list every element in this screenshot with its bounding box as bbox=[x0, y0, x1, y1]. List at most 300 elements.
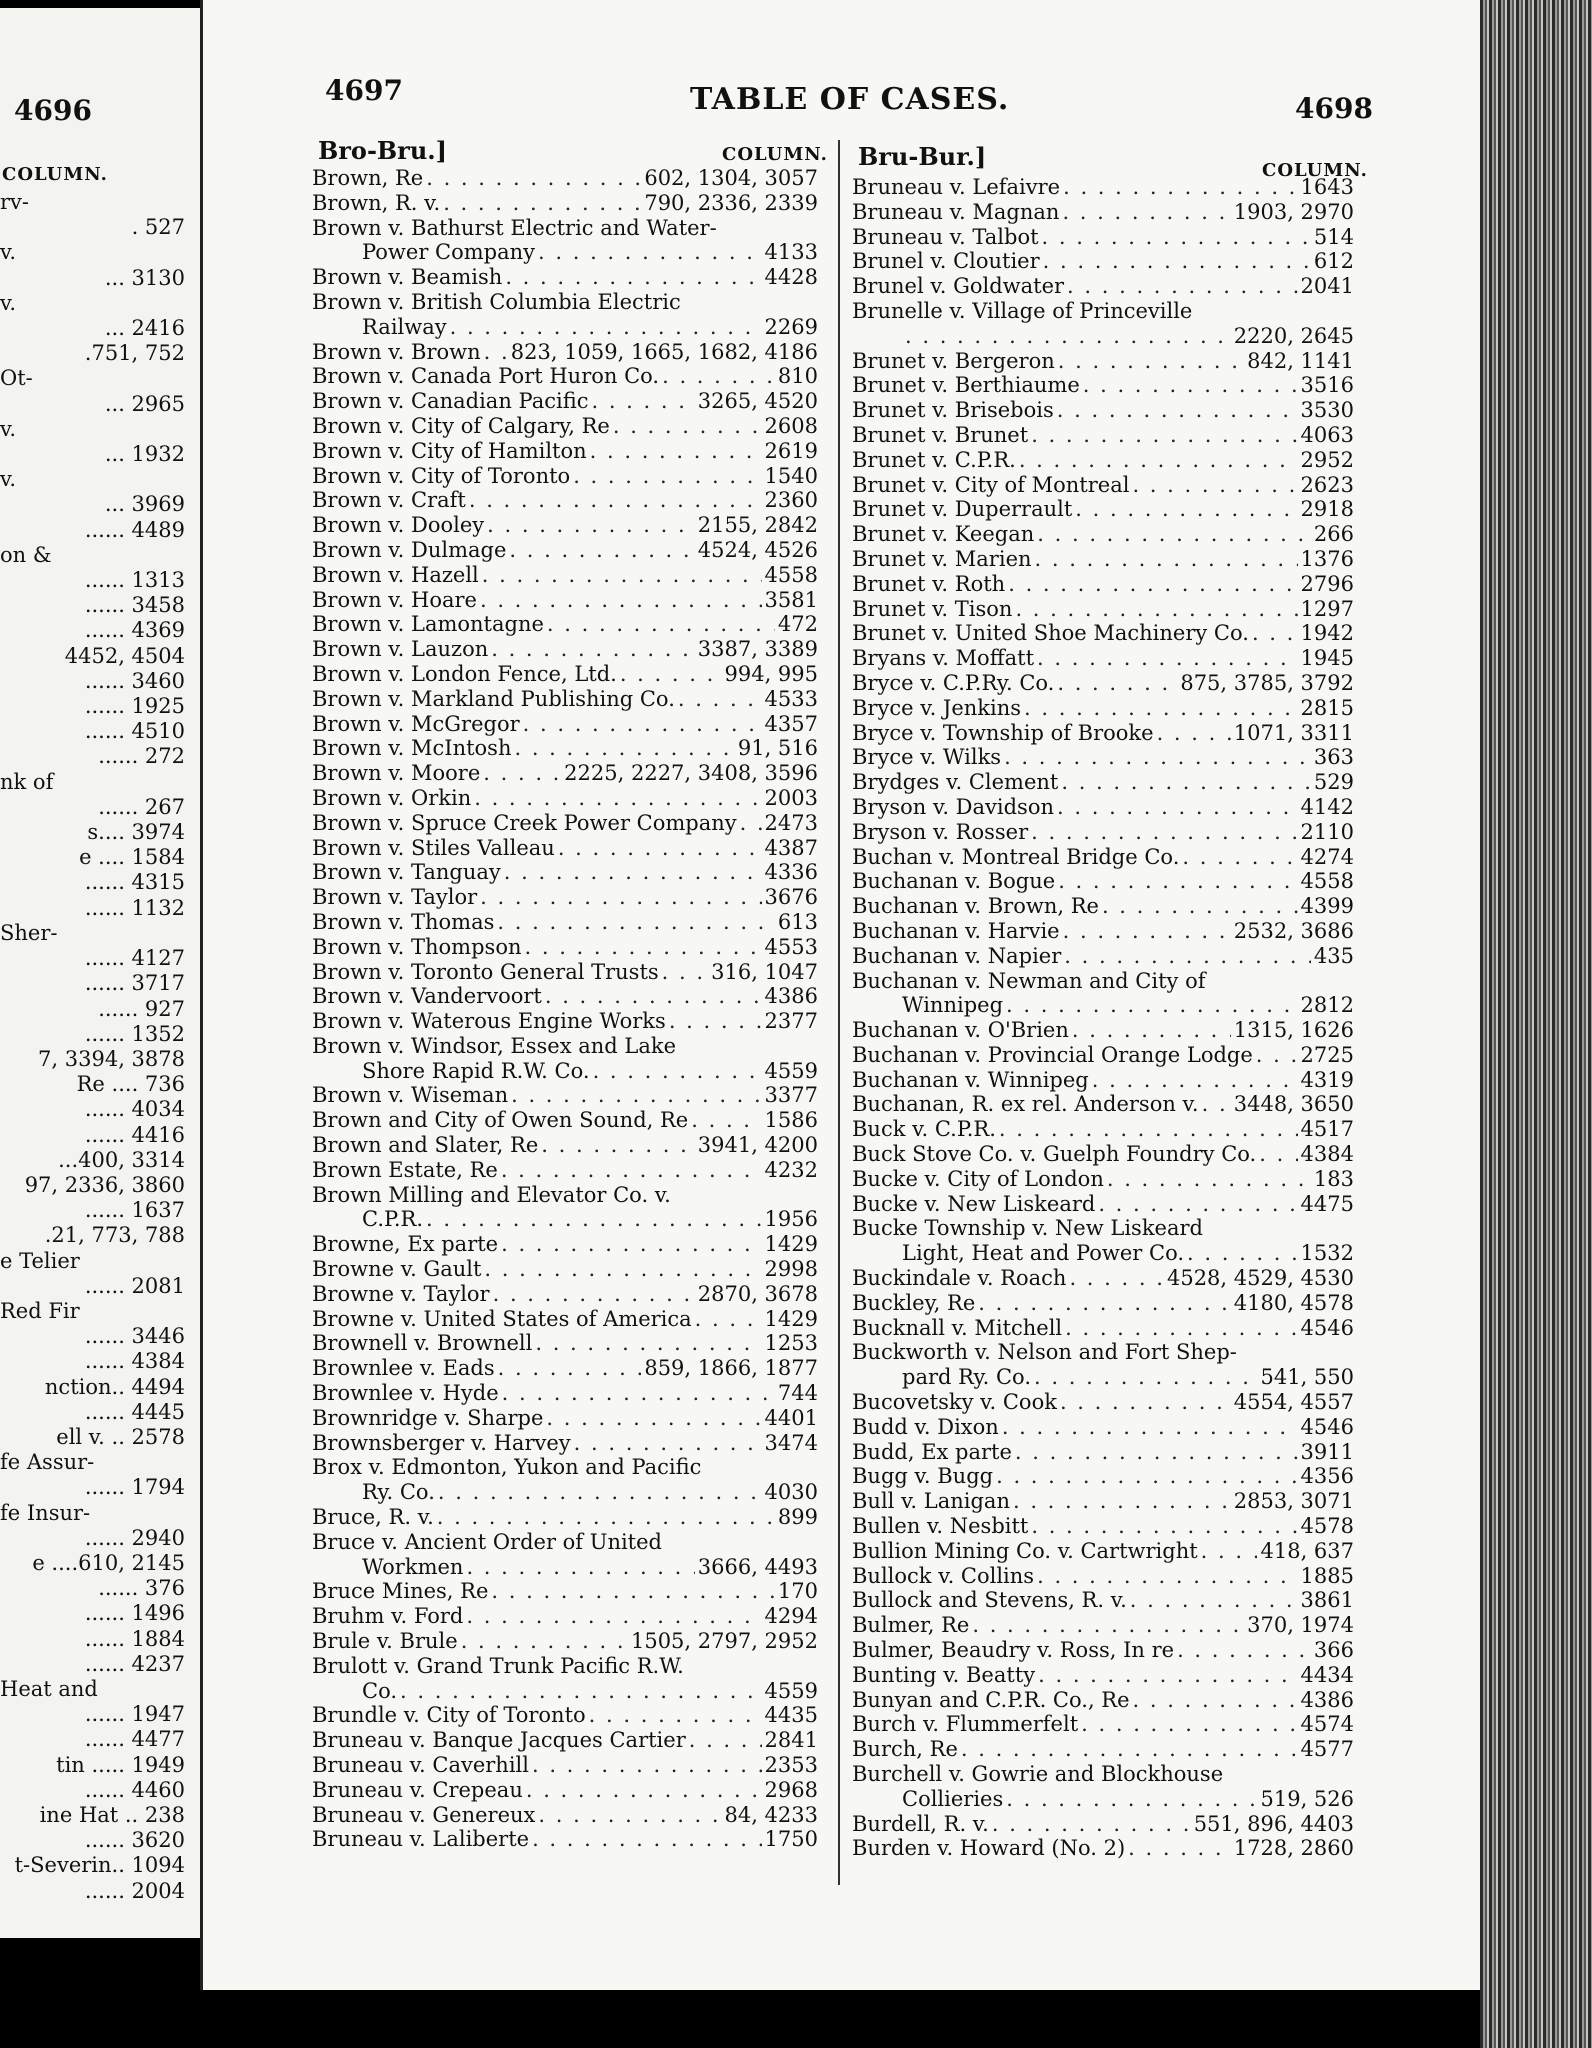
left-page-line: ...... 1352 bbox=[84, 1021, 185, 1046]
case-name: Browne v. Gault bbox=[312, 1257, 482, 1282]
column-references: 2155, 2842 bbox=[697, 513, 818, 538]
column-references: 519, 526 bbox=[1260, 1786, 1354, 1811]
case-entry bbox=[852, 1340, 1354, 1365]
case-entry bbox=[852, 1415, 1354, 1440]
left-page-line: nction.. 4494 bbox=[44, 1374, 185, 1399]
column-references: 435 bbox=[1313, 943, 1354, 968]
case-name: Buchanan v. O'Brien bbox=[852, 1018, 1069, 1043]
dot-leader bbox=[1034, 1365, 1257, 1390]
case-name: Brown, R. v. bbox=[312, 190, 441, 215]
case-entry bbox=[852, 1663, 1354, 1688]
column-references: 2041 bbox=[1300, 274, 1354, 299]
dot-leader bbox=[1102, 894, 1298, 919]
case-name: Brulott v. Grand Trunk Pacific R.W. bbox=[312, 1653, 684, 1678]
dot-leader bbox=[1060, 1390, 1231, 1415]
dot-leader bbox=[662, 364, 775, 389]
case-entry bbox=[852, 1638, 1354, 1663]
left-page-line: ...... 272 bbox=[98, 744, 185, 769]
left-page-line: nk of bbox=[0, 769, 54, 794]
dot-leader bbox=[1057, 795, 1298, 820]
column-references: 4428 bbox=[764, 265, 818, 290]
case-entry bbox=[852, 1192, 1354, 1217]
case-name: Bull v. Lanigan bbox=[852, 1489, 1010, 1514]
left-page-line: e ....610, 2145 bbox=[32, 1550, 185, 1575]
column-references: 4356 bbox=[1300, 1464, 1354, 1489]
column-references: 170 bbox=[777, 1579, 818, 1604]
case-name: Brunet v. Duperrault bbox=[852, 497, 1073, 522]
case-entry bbox=[312, 240, 818, 265]
case-entry bbox=[312, 1356, 818, 1381]
column-divider bbox=[838, 140, 840, 1885]
dot-leader bbox=[437, 1505, 775, 1530]
dot-leader bbox=[691, 1108, 761, 1133]
dot-leader bbox=[474, 786, 761, 811]
dot-leader bbox=[996, 1464, 1297, 1489]
dot-leader bbox=[501, 1158, 762, 1183]
dot-leader bbox=[523, 712, 762, 737]
case-name: Bugg v. Bugg bbox=[852, 1464, 994, 1489]
column-references: 1429 bbox=[764, 1306, 818, 1331]
case-name: Brownell v. Brownell bbox=[312, 1331, 533, 1356]
column-references: 4063 bbox=[1300, 422, 1354, 447]
case-name: Bruneau v. Laliberte bbox=[312, 1827, 530, 1852]
case-name: Collieries bbox=[902, 1786, 1004, 1811]
column-references: 91, 516 bbox=[737, 736, 818, 761]
column-references: 366 bbox=[1313, 1638, 1354, 1663]
case-name: Bryson v. Davidson bbox=[852, 794, 1055, 819]
case-name: Bulmer, Re bbox=[852, 1613, 970, 1638]
dot-leader bbox=[484, 340, 508, 365]
column-references: 529 bbox=[1313, 770, 1354, 795]
left-page-line: ...... 1794 bbox=[84, 1475, 185, 1500]
case-entry bbox=[312, 786, 818, 811]
case-entry bbox=[852, 1167, 1354, 1192]
case-name: Light, Heat and Power Co. bbox=[902, 1241, 1185, 1266]
column-references: 4387 bbox=[764, 835, 818, 860]
case-entry bbox=[312, 439, 818, 464]
case-name: Browne v. Taylor bbox=[312, 1281, 490, 1306]
column-references: 266 bbox=[1313, 522, 1354, 547]
case-entry bbox=[312, 1207, 818, 1232]
column-references: 823, 1059, 1665, 1682, 4186 bbox=[510, 339, 818, 364]
column-references: 613 bbox=[777, 909, 818, 934]
case-entry bbox=[312, 1555, 818, 1580]
case-entry bbox=[312, 637, 818, 662]
case-entry bbox=[312, 1133, 818, 1158]
case-entry bbox=[852, 299, 1354, 324]
case-name: Budd v. Dixon bbox=[852, 1414, 999, 1439]
column-references: 4232 bbox=[764, 1157, 818, 1182]
dot-leader bbox=[1013, 1489, 1231, 1514]
case-entry bbox=[852, 1836, 1354, 1861]
case-entry bbox=[852, 225, 1354, 250]
case-entry bbox=[312, 1530, 818, 1555]
case-entry bbox=[312, 1703, 818, 1728]
case-entry bbox=[852, 497, 1354, 522]
column-references: 2815 bbox=[1300, 695, 1354, 720]
column-references: 1885 bbox=[1300, 1563, 1354, 1588]
case-name: Buchanan v. Brown, Re bbox=[852, 894, 1099, 919]
case-name: Brown v. Tanguay bbox=[312, 860, 501, 885]
case-entry bbox=[312, 1331, 818, 1356]
column-references: 1903, 2970 bbox=[1233, 199, 1354, 224]
column-references: 84, 4233 bbox=[724, 1802, 818, 1827]
column-references: 4180, 4578 bbox=[1233, 1290, 1354, 1315]
dot-leader bbox=[546, 1406, 761, 1431]
column-references: 4528, 4529, 4530 bbox=[1166, 1266, 1354, 1291]
left-page-line: ... 3130 bbox=[104, 265, 185, 290]
left-page-line: ine Hat .. 238 bbox=[39, 1803, 185, 1827]
case-entry bbox=[852, 1688, 1354, 1713]
column-references: 4517 bbox=[1300, 1117, 1354, 1142]
case-entry bbox=[852, 274, 1354, 299]
dot-leader bbox=[1062, 200, 1230, 225]
dot-leader bbox=[1063, 175, 1297, 200]
column-references: 4524, 4526 bbox=[697, 537, 818, 562]
dot-leader bbox=[1063, 919, 1231, 944]
case-name: Brunet v. Tison bbox=[852, 596, 1013, 621]
column-references: 4401 bbox=[764, 1405, 818, 1430]
case-entry bbox=[312, 885, 818, 910]
case-name: Bullock v. Collins bbox=[852, 1563, 1035, 1588]
left-page-line: ...... 3458 bbox=[84, 593, 185, 618]
case-name: Brownlee v. Hyde bbox=[312, 1381, 499, 1406]
dot-leader bbox=[511, 1083, 761, 1108]
dot-leader bbox=[525, 935, 762, 960]
dot-leader bbox=[1043, 249, 1311, 274]
case-entry bbox=[852, 1018, 1354, 1043]
column-references: 1956 bbox=[764, 1207, 818, 1232]
left-page-line: ... 2965 bbox=[104, 391, 185, 416]
case-name: Bullion Mining Co. v. Cartwright bbox=[852, 1538, 1198, 1563]
dot-leader bbox=[1157, 721, 1231, 746]
dot-leader bbox=[532, 1753, 762, 1778]
case-entry bbox=[852, 671, 1354, 696]
left-page-line: Heat and bbox=[0, 1676, 98, 1701]
case-entry bbox=[312, 1455, 818, 1480]
left-page-line: ...... 4127 bbox=[84, 946, 185, 971]
column-references: 4546 bbox=[1300, 1315, 1354, 1340]
dot-leader bbox=[978, 1291, 1230, 1316]
column-references: 1071, 3311 bbox=[1233, 720, 1354, 745]
left-page-line: 4452, 4504 bbox=[64, 643, 185, 668]
column-references: 2870, 3678 bbox=[697, 1281, 818, 1306]
column-references: 4030 bbox=[764, 1480, 818, 1505]
column-references: 2377 bbox=[764, 1009, 818, 1034]
column-references: 3377 bbox=[764, 1083, 818, 1108]
case-name: Brown v. Brown bbox=[312, 339, 481, 364]
case-name: Brown v. City of Hamilton bbox=[312, 438, 587, 463]
column-references: 1750 bbox=[764, 1827, 818, 1852]
case-entry bbox=[852, 373, 1354, 398]
column-references: 3265, 4520 bbox=[697, 389, 818, 414]
dot-leader bbox=[1081, 1712, 1297, 1737]
column-references: 3666, 4493 bbox=[697, 1554, 818, 1579]
case-name: Buchanan, R. ex rel. Anderson v. bbox=[852, 1092, 1199, 1117]
dot-leader bbox=[972, 1613, 1244, 1638]
left-page-line: .21, 773, 788 bbox=[44, 1223, 185, 1248]
case-name: Brown v. Dulmage bbox=[312, 537, 507, 562]
left-page-line: ...... 1132 bbox=[84, 895, 185, 920]
column-references: 4319 bbox=[1300, 1067, 1354, 1092]
case-entry bbox=[852, 1390, 1354, 1415]
left-page-line: ...... 3460 bbox=[84, 668, 185, 693]
column-references: 842, 1141 bbox=[1247, 348, 1354, 373]
case-name: Brown v. City of Toronto bbox=[312, 463, 571, 488]
case-name: Bucke Township v. New Liskeard bbox=[852, 1216, 1203, 1241]
dot-leader bbox=[1031, 423, 1297, 448]
case-entry bbox=[852, 1216, 1354, 1241]
left-page-line: t-Severin.. 1094 bbox=[14, 1853, 185, 1878]
left-page-line: ...... 267 bbox=[98, 794, 185, 819]
column-references: 2473 bbox=[764, 810, 818, 835]
column-references: 4434 bbox=[1300, 1662, 1354, 1687]
column-references: 2619 bbox=[764, 438, 818, 463]
case-entry bbox=[852, 1068, 1354, 1093]
left-page-line: ...... 1313 bbox=[84, 568, 185, 593]
case-name: Brunel v. Cloutier bbox=[852, 249, 1040, 274]
dot-leader bbox=[426, 166, 641, 191]
left-page-line: ...400, 3314 bbox=[58, 1147, 185, 1172]
dot-leader bbox=[620, 662, 722, 687]
case-name: Buckworth v. Nelson and Fort Shep- bbox=[852, 1340, 1237, 1365]
dot-leader bbox=[689, 1728, 762, 1753]
case-entry bbox=[312, 1257, 818, 1282]
dot-leader bbox=[504, 860, 762, 885]
left-page-line: fe Assur- bbox=[0, 1450, 95, 1475]
dot-leader bbox=[493, 1282, 695, 1307]
case-entry bbox=[312, 513, 818, 538]
column-references: 3941, 4200 bbox=[697, 1133, 818, 1158]
case-entry bbox=[852, 969, 1354, 994]
dot-leader bbox=[1133, 1688, 1298, 1713]
dot-leader bbox=[487, 513, 695, 538]
left-page-line: ...... 4445 bbox=[84, 1399, 185, 1424]
case-entry bbox=[312, 340, 818, 365]
left-page-lines bbox=[0, 190, 185, 1904]
column-references: 1942 bbox=[1300, 621, 1354, 646]
dot-leader bbox=[1132, 473, 1297, 498]
column-references: 4133 bbox=[764, 240, 818, 265]
column-references: 4577 bbox=[1300, 1737, 1354, 1762]
case-entry bbox=[312, 1803, 818, 1828]
dot-leader bbox=[678, 687, 762, 712]
case-name: Brown v. Hoare bbox=[312, 587, 477, 612]
case-name: Brown v. Lauzon bbox=[312, 637, 489, 662]
case-entry bbox=[852, 1464, 1354, 1489]
dot-leader bbox=[669, 1009, 762, 1034]
dot-leader bbox=[526, 1778, 762, 1803]
column-references: 472 bbox=[777, 612, 818, 637]
case-entry bbox=[312, 538, 818, 563]
col1-entries bbox=[312, 166, 818, 1852]
case-entry bbox=[852, 1787, 1354, 1812]
dot-leader bbox=[538, 240, 762, 265]
column-references: 1297 bbox=[1300, 596, 1354, 621]
column-references: 4558 bbox=[764, 562, 818, 587]
dot-leader bbox=[1130, 1588, 1298, 1613]
case-entry bbox=[312, 1505, 818, 1530]
left-page-line: ...... 4477 bbox=[84, 1727, 185, 1752]
column-references: 1728, 2860 bbox=[1233, 1836, 1354, 1861]
case-name: Bunyan and C.P.R. Co., Re bbox=[852, 1687, 1130, 1712]
case-entry bbox=[852, 324, 1354, 349]
dot-leader bbox=[469, 488, 762, 513]
column-references: 4142 bbox=[1300, 794, 1354, 819]
column-references: 1253 bbox=[764, 1331, 818, 1356]
case-entry bbox=[852, 1241, 1354, 1266]
dot-leader bbox=[1083, 373, 1298, 398]
dot-leader bbox=[961, 1737, 1298, 1762]
case-name: Buck v. C.P.R. bbox=[852, 1117, 996, 1142]
left-page-line: ...... 3620 bbox=[84, 1828, 185, 1853]
case-entry bbox=[852, 597, 1354, 622]
dot-leader bbox=[491, 637, 695, 662]
case-name: Brown, Re bbox=[312, 166, 424, 190]
left-page-line: 97, 2336, 3860 bbox=[24, 1172, 185, 1197]
case-name: Brunet v. Brisebois bbox=[852, 398, 1054, 423]
left-page-line: ...... 4460 bbox=[84, 1777, 185, 1802]
case-name: Railway bbox=[362, 314, 447, 339]
case-name: Brunet v. Roth bbox=[852, 571, 1006, 596]
case-name: Brown v. City of Calgary, Re bbox=[312, 413, 610, 438]
left-page-line: ...... 4034 bbox=[84, 1097, 185, 1122]
case-name: Workmen bbox=[362, 1554, 464, 1579]
case-entry bbox=[312, 1654, 818, 1679]
dot-leader bbox=[613, 414, 762, 439]
dot-leader bbox=[1182, 845, 1297, 870]
case-entry bbox=[852, 1762, 1354, 1787]
left-page-line: ...... 4315 bbox=[84, 870, 185, 895]
column-references: 4578 bbox=[1300, 1514, 1354, 1539]
column-references: 2225, 2227, 3408, 3596 bbox=[564, 761, 818, 786]
case-name: Buchanan v. Napier bbox=[852, 943, 1062, 968]
case-name: Bryce v. Jenkins bbox=[852, 695, 1022, 720]
case-entry bbox=[312, 612, 818, 637]
dot-leader bbox=[461, 1629, 628, 1654]
dot-leader bbox=[1015, 1440, 1298, 1465]
case-name: Bruce Mines, Re bbox=[312, 1579, 489, 1604]
case-entry bbox=[312, 662, 818, 687]
case-entry bbox=[852, 398, 1354, 423]
case-name: Burchell v. Gowrie and Blockhouse bbox=[852, 1762, 1224, 1786]
left-page-line: fe Insur- bbox=[0, 1500, 91, 1525]
case-name: Budd, Ex parte bbox=[852, 1439, 1012, 1464]
left-page-line: ell v. .. 2578 bbox=[56, 1424, 185, 1449]
case-name: Bryce v. Township of Brooke bbox=[852, 720, 1154, 745]
case-name: Buchanan v. Provincial Orange Lodge bbox=[852, 1042, 1253, 1067]
case-name: Bulmer, Beaudry v. Ross, In re bbox=[852, 1638, 1175, 1663]
case-name: Brydges v. Clement bbox=[852, 770, 1059, 795]
case-entry bbox=[852, 1291, 1354, 1316]
case-entry bbox=[852, 547, 1354, 572]
case-entry bbox=[312, 1232, 818, 1257]
case-name: Bucke v. New Liskeard bbox=[852, 1191, 1096, 1216]
col2-column-label: COLUMN. bbox=[1262, 160, 1368, 181]
case-entry bbox=[312, 414, 818, 439]
dot-leader bbox=[1037, 522, 1311, 547]
case-name: Bruce, R. v. bbox=[312, 1505, 434, 1530]
left-page-line: ...... 1496 bbox=[84, 1601, 185, 1626]
case-name: Brown v. Moore bbox=[312, 761, 481, 786]
left-page-line: v. bbox=[0, 240, 17, 265]
left-page-line: ...... 2940 bbox=[84, 1525, 185, 1550]
case-name: Buchanan v. Harvie bbox=[852, 918, 1060, 943]
case-entry bbox=[852, 1092, 1354, 1117]
dot-leader bbox=[1058, 349, 1244, 374]
column-references: 810 bbox=[777, 364, 818, 389]
dot-leader bbox=[509, 538, 694, 563]
column-references: 2623 bbox=[1300, 472, 1354, 497]
case-name: Bullen v. Nesbitt bbox=[852, 1514, 1029, 1539]
case-entry bbox=[852, 993, 1354, 1018]
dot-leader bbox=[1058, 869, 1297, 894]
case-entry bbox=[312, 1034, 818, 1059]
case-name: Shore Rapid R.W. Co. bbox=[362, 1058, 590, 1083]
column-references: 1586 bbox=[764, 1108, 818, 1133]
case-entry bbox=[852, 249, 1354, 274]
case-name: Brown v. Beamish bbox=[312, 265, 503, 290]
column-references: 3474 bbox=[764, 1430, 818, 1455]
column-references: 3530 bbox=[1300, 398, 1354, 423]
column-references: 1505, 2797, 2952 bbox=[630, 1629, 818, 1654]
case-entry bbox=[852, 1142, 1354, 1167]
previous-page-fragment bbox=[0, 8, 212, 1938]
left-page-line: e .... 1584 bbox=[79, 845, 185, 870]
case-entry bbox=[852, 1365, 1354, 1390]
case-name: Brown v. Wiseman bbox=[312, 1083, 509, 1108]
case-name: Burch v. Flummerfelt bbox=[852, 1712, 1079, 1737]
case-entry bbox=[852, 770, 1354, 795]
column-references: 1376 bbox=[1300, 546, 1354, 571]
case-entry bbox=[312, 1480, 818, 1505]
case-entry bbox=[312, 315, 818, 340]
case-entry bbox=[852, 621, 1354, 646]
case-entry bbox=[852, 795, 1354, 820]
column-references: 4399 bbox=[1300, 894, 1354, 919]
dot-leader bbox=[538, 1803, 721, 1828]
case-entry bbox=[852, 473, 1354, 498]
dot-leader bbox=[1015, 597, 1297, 622]
case-entry bbox=[312, 1282, 818, 1307]
case-name: Brownlee v. Eads bbox=[312, 1356, 495, 1381]
case-name: Brunet v. Brunet bbox=[852, 422, 1029, 447]
case-name: Bruhm v. Ford bbox=[312, 1604, 464, 1629]
column-references: 4574 bbox=[1300, 1712, 1354, 1737]
case-name: Buchanan v. Newman and City of bbox=[852, 968, 1206, 993]
case-name: Buck Stove Co. v. Guelph Foundry Co. bbox=[852, 1142, 1257, 1167]
case-entry bbox=[852, 1588, 1354, 1613]
case-name: Brown v. Taylor bbox=[312, 885, 478, 910]
dot-leader bbox=[1004, 745, 1311, 770]
col1-section-label: Bro-Bru.] bbox=[318, 136, 447, 165]
case-entry bbox=[852, 423, 1354, 448]
case-entry bbox=[312, 1827, 818, 1852]
column-references: 4386 bbox=[1300, 1687, 1354, 1712]
case-name: Bucknall v. Mitchell bbox=[852, 1315, 1063, 1340]
dot-leader bbox=[501, 1232, 761, 1257]
dot-leader bbox=[573, 464, 761, 489]
left-page-line: Sher- bbox=[0, 920, 58, 945]
case-entry bbox=[852, 522, 1354, 547]
column-references: 418, 637 bbox=[1260, 1538, 1354, 1563]
case-name: Burdell, R. v. bbox=[852, 1811, 989, 1836]
case-entry bbox=[312, 910, 818, 935]
case-name: Brown v. Dooley bbox=[312, 513, 485, 538]
case-name: Buchanan v. Winnipeg bbox=[852, 1067, 1089, 1092]
case-name: Browne, Ex parte bbox=[312, 1232, 499, 1257]
case-entry bbox=[852, 200, 1354, 225]
